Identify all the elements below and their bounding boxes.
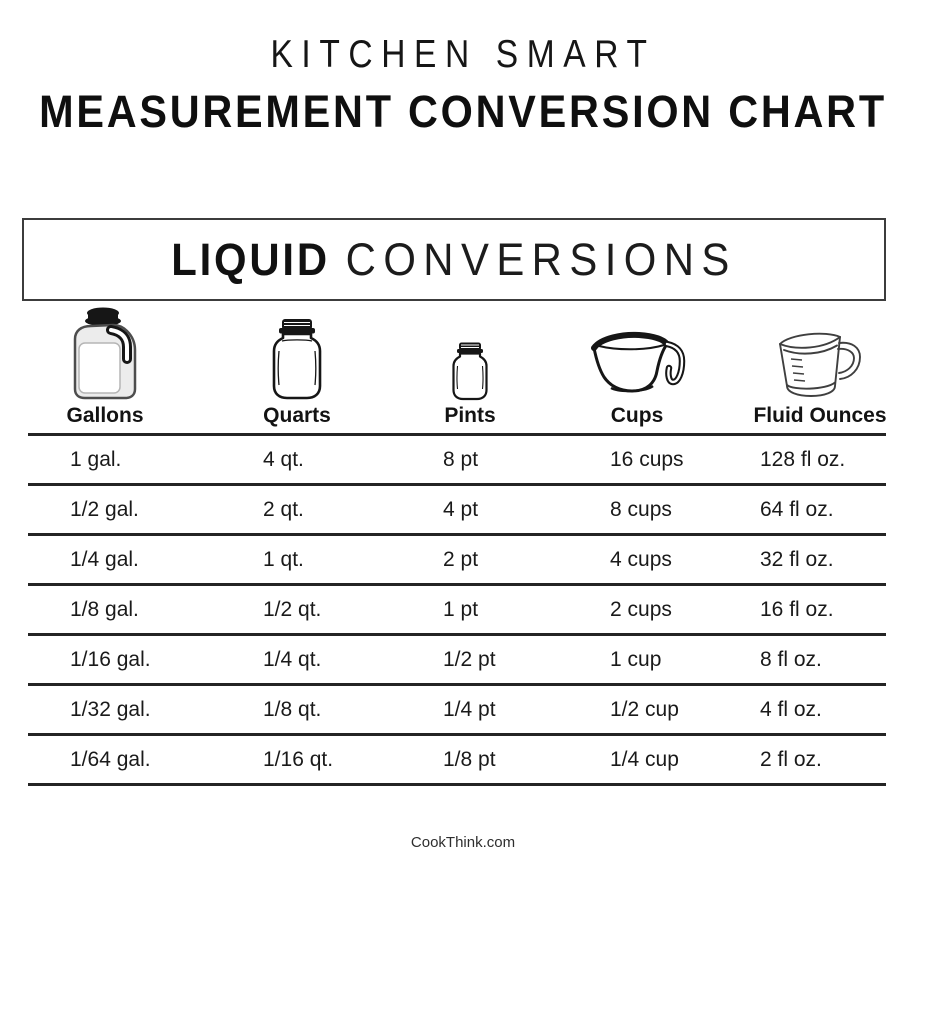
- conversion-value-cell: 1/4 gal.: [70, 547, 139, 571]
- conversion-value-cell: 2 cups: [610, 597, 672, 621]
- column-header-gallons: [20, 300, 190, 428]
- conversion-value-cell: 1/2 pt: [443, 647, 496, 671]
- conversion-value-cell: 8 cups: [610, 497, 672, 521]
- conversion-value-cell: 1/16 qt.: [263, 747, 334, 771]
- page-title-line2: MEASUREMENT CONVERSION CHART: [39, 86, 887, 137]
- conversion-value-cell: 64 fl oz.: [760, 497, 834, 521]
- conversion-value-cell: 1/8 gal.: [70, 597, 139, 621]
- column-label-gallons: Gallons: [66, 404, 144, 427]
- conversion-value-cell: 2 fl oz.: [760, 747, 822, 771]
- column-header-pints: [385, 300, 555, 428]
- conversion-value-cell: 1/4 pt: [443, 697, 496, 721]
- quart-mason-jar-icon: [268, 317, 326, 401]
- column-header-quarts: [212, 300, 382, 428]
- conversion-value-cell: 1/2 cup: [610, 697, 679, 721]
- conversion-value-cell: 2 pt: [443, 547, 479, 571]
- banner-heading-light: CONVERSIONS: [345, 233, 737, 285]
- conversion-value-cell: 8 fl oz.: [760, 647, 822, 671]
- table-row: [28, 633, 886, 683]
- table-row: [28, 483, 886, 533]
- conversion-value-cell: 1/16 gal.: [70, 647, 151, 671]
- column-label-cups: Cups: [610, 404, 664, 427]
- table-row: [28, 733, 886, 783]
- footer-site-text: CookThink.com: [410, 834, 516, 851]
- conversion-value-cell: 4 qt.: [263, 447, 304, 471]
- conversion-value-cell: 1/64 gal.: [70, 747, 151, 771]
- conversion-value-cell: 4 pt: [443, 497, 479, 521]
- conversion-value-cell: 1/8 qt.: [263, 697, 322, 721]
- footer: [0, 834, 926, 851]
- conversion-value-cell: 1 cup: [610, 647, 662, 671]
- conversion-value-cell: 1/4 qt.: [263, 647, 322, 671]
- conversion-value-cell: 1/8 pt: [443, 747, 496, 771]
- column-label-pints: Pints: [444, 404, 496, 427]
- column-header-fluid-ounces: [735, 300, 905, 428]
- conversion-value-cell: 1/2 qt.: [263, 597, 322, 621]
- conversion-value-cell: 32 fl oz.: [760, 547, 834, 571]
- conversion-value-cell: 1 pt: [443, 597, 479, 621]
- conversion-value-cell: 16 fl oz.: [760, 597, 834, 621]
- pint-mason-jar-icon: [449, 341, 491, 401]
- table-row: [28, 433, 886, 483]
- conversion-value-cell: 8 pt: [443, 447, 479, 471]
- conversion-value-cell: 1/32 gal.: [70, 697, 151, 721]
- conversion-value-cell: 1 qt.: [263, 547, 304, 571]
- conversion-value-cell: 4 fl oz.: [760, 697, 822, 721]
- conversion-table: [28, 433, 886, 786]
- banner-heading: [171, 234, 736, 286]
- table-row: [28, 533, 886, 583]
- conversion-value-cell: 2 qt.: [263, 497, 304, 521]
- title-block: [0, 33, 926, 138]
- table-row: [28, 683, 886, 733]
- banner-heading-bold: LIQUID: [171, 233, 330, 285]
- column-label-quarts: Quarts: [263, 404, 331, 427]
- gallon-jug-icon: [67, 305, 143, 401]
- conversion-value-cell: 16 cups: [610, 447, 684, 471]
- measuring-cup-icon: [587, 331, 687, 401]
- table-row: [28, 583, 886, 633]
- liquid-conversions-banner: [22, 218, 886, 301]
- conversion-value-cell: 1/2 gal.: [70, 497, 139, 521]
- column-header-cups: [552, 300, 722, 428]
- conversion-value-cell: 1/4 cup: [610, 747, 679, 771]
- conversion-value-cell: 4 cups: [610, 547, 672, 571]
- conversion-value-cell: 1 gal.: [70, 447, 122, 471]
- page-title-line1: KITCHEN SMART: [270, 33, 656, 76]
- liquid-measuring-cup-icon: [774, 323, 866, 401]
- conversion-value-cell: 128 fl oz.: [760, 447, 846, 471]
- column-label-fluid-ounces: Fluid Ounces: [753, 404, 887, 427]
